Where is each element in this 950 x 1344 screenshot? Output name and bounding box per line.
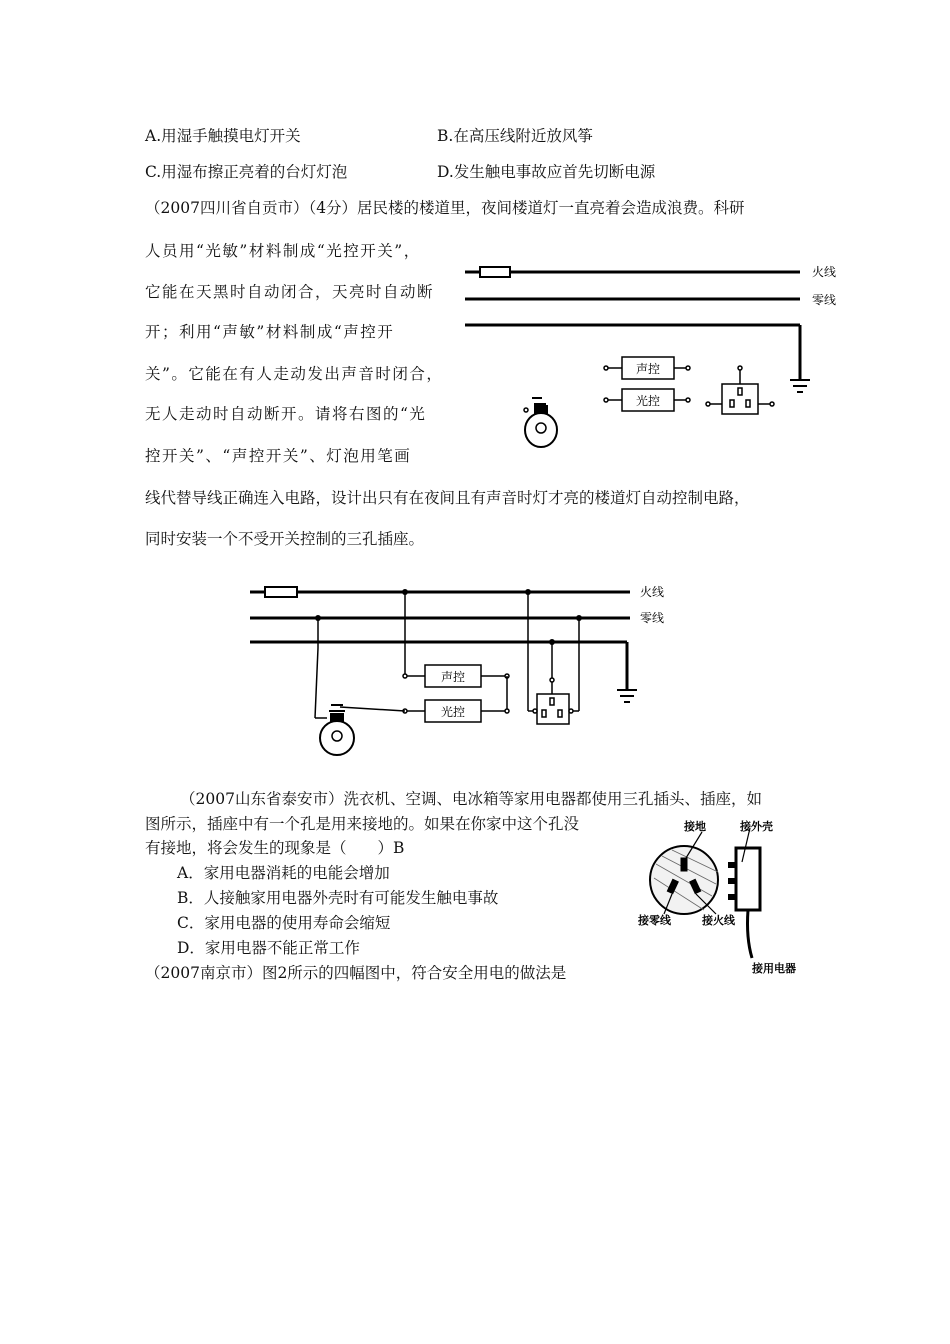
q2-line-3: 它能在天黑时自动闭合，天亮时自动断 <box>145 283 435 301</box>
q2-line-2: 人员用“光敏”材料制成“光控开关”， <box>145 242 421 260</box>
q2-line-4: 开；利用“声敏”材料制成“声控开 <box>145 323 395 341</box>
sound-switch-label: 声控 <box>441 670 466 684</box>
ground-label: 接地 <box>684 820 706 833</box>
neutral-wire-label: 零线 <box>640 611 665 625</box>
ground-icon <box>790 380 810 392</box>
three-pin-plug-figure <box>632 818 812 978</box>
q3-option-b: B．人接触家用电器外壳时有可能发生触电事故 <box>177 889 499 907</box>
neutral-wire-label: 零线 <box>812 293 837 307</box>
light-switch-label: 光控 <box>441 705 466 719</box>
neutral-label: 接零线 <box>638 914 671 927</box>
live-label: 接火线 <box>702 914 735 927</box>
q3-option-a: A．家用电器消耗的电能会增加 <box>177 864 390 882</box>
fuse-icon <box>480 267 510 277</box>
shell-label: 接外壳 <box>740 820 773 833</box>
q2-line-9: 同时安装一个不受开关控制的三孔插座。 <box>145 530 425 548</box>
q3-option-d: D．家用电器不能正常工作 <box>177 939 360 957</box>
option-a: A.用湿手触摸电灯开关 <box>145 127 301 145</box>
circuit-diagram-answer <box>245 578 685 763</box>
option-c: C.用湿布擦正亮着的台灯灯泡 <box>145 163 348 181</box>
q2-line-7: 控开关”、“声控开关”、灯泡用笔画 <box>145 447 412 465</box>
q3-line-2: 图所示，插座中有一个孔是用来接地的。如果在你家中这个孔没 <box>145 815 580 833</box>
three-hole-socket-icon <box>706 366 774 414</box>
live-wire-label: 火线 <box>812 265 837 279</box>
q2-line-5: 关”。它能在有人走动发出声音时闭合， <box>145 365 444 383</box>
q3-line-3: 有接地，将会发生的现象是（ ）B <box>145 839 405 857</box>
q3-line-1: （2007山东省泰安市）洗衣机、空调、电冰箱等家用电器都使用三孔插头、插座，如 <box>180 790 762 808</box>
option-b: B.在高压线附近放风筝 <box>437 127 593 145</box>
circuit-diagram-question <box>460 258 850 478</box>
light-bulb-icon <box>524 398 557 447</box>
ground-icon <box>617 690 637 702</box>
live-wire-label: 火线 <box>640 585 665 599</box>
q2-line-6: 无人走动时自动断开。请将右图的“光 <box>145 405 427 423</box>
q2-line-1: （2007四川省自贡市）（4分）居民楼的楼道里，夜间楼道灯一直亮着会造成浪费。科研 <box>145 199 745 217</box>
light-switch-label: 光控 <box>636 394 661 408</box>
fuse-icon <box>265 587 297 597</box>
plug-body-icon <box>728 828 760 958</box>
q4-line-1: （2007南京市）图2所示的四幅图中，符合安全用电的做法是 <box>145 964 567 982</box>
option-d: D.发生触电事故应首先切断电源 <box>437 163 656 181</box>
appliance-label: 接用电器 <box>752 962 796 975</box>
q2-line-8: 线代替导线正确连入电路，设计出只有在夜间且有声音时灯才亮的楼道灯自动控制电路， <box>145 489 750 507</box>
sound-switch-label: 声控 <box>636 362 661 376</box>
three-hole-socket-icon <box>533 678 573 724</box>
light-bulb-icon <box>320 705 354 755</box>
q3-option-c: C．家用电器的使用寿命会缩短 <box>177 914 391 932</box>
